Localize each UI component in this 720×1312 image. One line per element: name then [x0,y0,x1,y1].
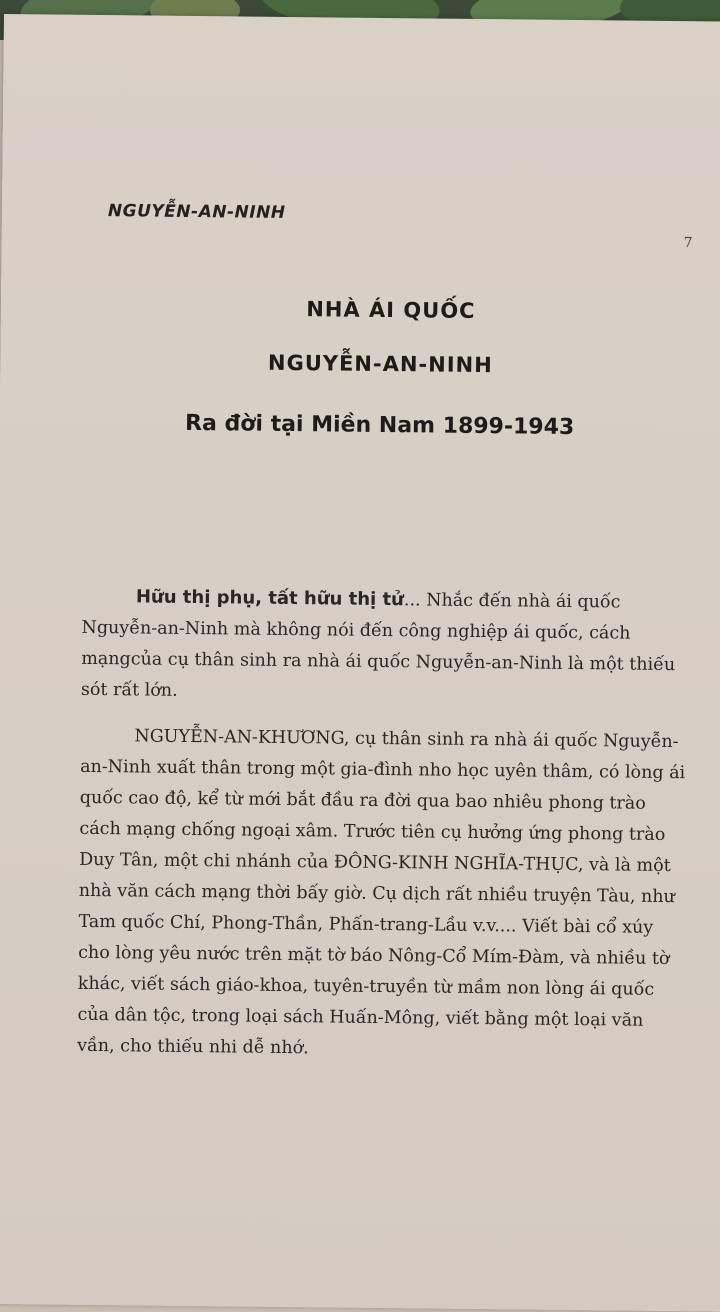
book-page [0,14,720,1312]
page-number: 7 [683,235,693,252]
paragraph-1-lead: Hữu thị phụ, tất hữu thị tử [135,586,405,611]
paragraph-1 [81,581,688,712]
paragraph-2 [77,721,687,1068]
indent [80,741,134,742]
chapter-title-line-1: NHÀ ÁI QUỐC [306,297,476,323]
paragraph-2-text: NGUYỄN-AN-KHƯƠNG, cụ thân sinh ra nhà ái quốc Nguyễn-an-Ninh xuất thân trong một gia-đình nho học uyên thâm, có lòng ái quốc cao độ, kể từ mới bắt đầu ra đời qua bao nhiêu phong trào cách mạng chống ngoại xâm. Trước tiên cụ hưởng ứng phong trào Duy Tân, một chi nhánh của ĐÔNG-KINH NGHĨA-THỤC, và là một nhà văn cách mạng thời bấy giờ. Cụ dịch rất nhiều truyện Tàu, như Tam quốc Chí, Phong-Thần, Phấn-trang-Lầu v.v.... Viết bài cổ xúy cho lòng yêu nước trên mặt tờ báo Nông-Cổ Mím-Đàm, và nhiều tờ khác, viết sách giáo-khoa, tuyên-truyền từ mầm non lòng ái quốc của dân tộc, trong loại sách Huấn-Mông, viết bằng một loại văn vần, cho thiếu nhi dễ nhớ. [77,726,686,1059]
running-header-author: NGUYỄN-AN-NINH [107,201,286,223]
chapter-subtitle: Ra đời tại Miền Nam 1899-1943 [184,410,575,440]
paragraph-1-text: ... Nhắc đến nhà ái quốc Nguyễn-an-Ninh mà không nói đến công nghiệp ái quốc, cách mạngcủa cụ thân sinh ra nhà ái quốc Nguyễn-an-Ninh là một thiếu sót rất lớn. [80,590,676,701]
chapter-title-line-2: NGUYỄN-AN-NINH [267,350,493,378]
indent [82,602,136,603]
